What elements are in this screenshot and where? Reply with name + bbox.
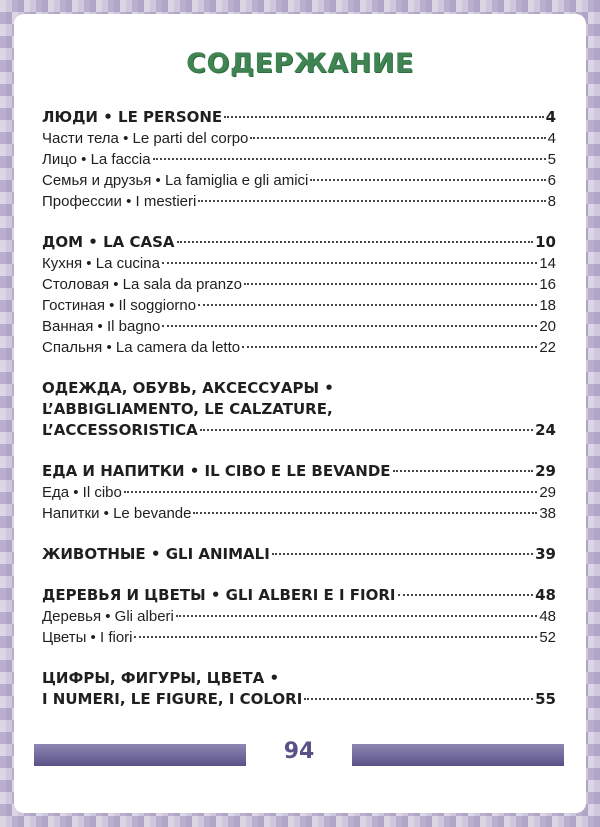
- toc-section-heading: [42, 107, 556, 128]
- footer-bar-right: [352, 744, 564, 766]
- toc-entry: [42, 337, 556, 358]
- toc-entry-label: Деревья • Gli alberi: [42, 608, 174, 625]
- toc-page-number: 16: [539, 276, 556, 293]
- toc-heading-line: [42, 668, 556, 689]
- toc-entry-label: Лицо • La faccia: [42, 151, 151, 168]
- leader-dots: [224, 116, 543, 118]
- toc-heading-label: ЕДА И НАПИТКИ • IL CIBO E LE BEVANDE: [42, 462, 391, 480]
- leader-dots: [272, 553, 533, 555]
- toc-section-heading: [42, 420, 556, 441]
- footer-bar-left: [34, 744, 246, 766]
- leader-dots: [304, 698, 533, 700]
- toc-entry-label: Цветы • I fiori: [42, 629, 133, 646]
- leader-dots: [177, 241, 534, 243]
- toc-page-number: 4: [547, 130, 556, 147]
- toc-heading-label: ЛЮДИ • LE PERSONE: [42, 108, 223, 126]
- toc-page-number: 14: [539, 255, 556, 272]
- toc-section-heading: [42, 585, 556, 606]
- toc-entry-label: Ванная • Il bagno: [42, 318, 161, 335]
- toc-heading-label: ЖИВОТНЫЕ • GLI ANIMALI: [42, 545, 270, 563]
- toc-entry-label: Профессии • I mestieri: [42, 193, 197, 210]
- toc-entry: [42, 606, 556, 627]
- toc-entry-label: Спальня • La camera da letto: [42, 339, 241, 356]
- toc-page-number: 52: [539, 629, 556, 646]
- toc-page-number: 5: [547, 151, 556, 168]
- toc-page-number: 24: [535, 421, 556, 439]
- toc-entry: [42, 170, 556, 191]
- page-footer: [34, 736, 564, 772]
- toc-heading-line: [42, 378, 556, 399]
- toc-entry-label: Кухня • La cucina: [42, 255, 160, 272]
- toc-heading-label: ДЕРЕВЬЯ И ЦВЕТЫ • GLI ALBERI E I FIORI: [42, 586, 396, 604]
- page-title: СОДЕРЖАНИЕ: [186, 48, 414, 79]
- toc-page-number: 29: [535, 462, 556, 480]
- toc-page-number: 6: [547, 172, 556, 189]
- toc-section-heading: [42, 544, 556, 565]
- toc-entry: [42, 503, 556, 524]
- toc-entry: [42, 191, 556, 212]
- leader-dots: [153, 158, 546, 160]
- leader-dots: [393, 470, 534, 472]
- toc-page-number: 48: [539, 608, 556, 625]
- toc-entry: [42, 253, 556, 274]
- leader-dots: [250, 137, 545, 139]
- toc-page-number: 8: [547, 193, 556, 210]
- leader-dots: [398, 594, 534, 596]
- toc-entry: [42, 128, 556, 149]
- toc-heading-label: ДОМ • LA CASA: [42, 233, 175, 251]
- toc-page-number: 18: [539, 297, 556, 314]
- leader-dots: [198, 200, 545, 202]
- leader-dots: [200, 429, 533, 431]
- toc-page-number: 39: [535, 545, 556, 563]
- toc-entry-label: Части тела • Le parti del corpo: [42, 130, 249, 147]
- toc-page-number: 10: [535, 233, 556, 251]
- toc-entry-label: Еда • Il cibo: [42, 484, 122, 501]
- toc-section-heading: [42, 232, 556, 253]
- toc-entry: [42, 295, 556, 316]
- toc-entry: [42, 627, 556, 648]
- toc-entry-label: Гостиная • Il soggiorno: [42, 297, 197, 314]
- leader-dots: [310, 179, 545, 181]
- toc-entry: [42, 316, 556, 337]
- toc-heading-label: L’ABBIGLIAMENTO, LE CALZATURE,: [42, 400, 333, 418]
- toc-heading-label: ЦИФРЫ, ФИГУРЫ, ЦВЕТА •: [42, 669, 280, 687]
- toc-entry: [42, 274, 556, 295]
- page-sheet: [14, 14, 586, 813]
- toc-section-heading: [42, 689, 556, 710]
- toc-heading-label: I NUMERI, LE FIGURE, I COLORI: [42, 690, 303, 708]
- leader-dots: [198, 304, 537, 306]
- toc-page-number: 22: [539, 339, 556, 356]
- toc-page-number: 55: [535, 690, 556, 708]
- leader-dots: [162, 325, 537, 327]
- toc-heading-line: [42, 399, 556, 420]
- toc-entry-label: Семья и друзья • La famiglia e gli amici: [42, 172, 309, 189]
- leader-dots: [134, 636, 537, 638]
- leader-dots: [193, 512, 537, 514]
- toc-heading-label: ОДЕЖДА, ОБУВЬ, АКСЕССУАРЫ •: [42, 379, 334, 397]
- toc-section-heading: [42, 461, 556, 482]
- page-number: 94: [283, 739, 315, 764]
- leader-dots: [162, 262, 537, 264]
- toc-page-number: 20: [539, 318, 556, 335]
- leader-dots: [244, 283, 537, 285]
- toc-entry-label: Столовая • La sala da pranzo: [42, 276, 242, 293]
- leader-dots: [124, 491, 537, 493]
- toc-heading-label: L’ACCESSORISTICA: [42, 421, 198, 439]
- toc-entry: [42, 149, 556, 170]
- toc-entry-label: Напитки • Le bevande: [42, 505, 192, 522]
- toc-page-number: 29: [539, 484, 556, 501]
- toc-entry: [42, 482, 556, 503]
- toc-page-number: 48: [535, 586, 556, 604]
- table-of-contents: [42, 107, 556, 710]
- leader-dots: [176, 615, 537, 617]
- leader-dots: [242, 346, 537, 348]
- toc-page-number: 4: [545, 108, 556, 126]
- toc-page-number: 38: [539, 505, 556, 522]
